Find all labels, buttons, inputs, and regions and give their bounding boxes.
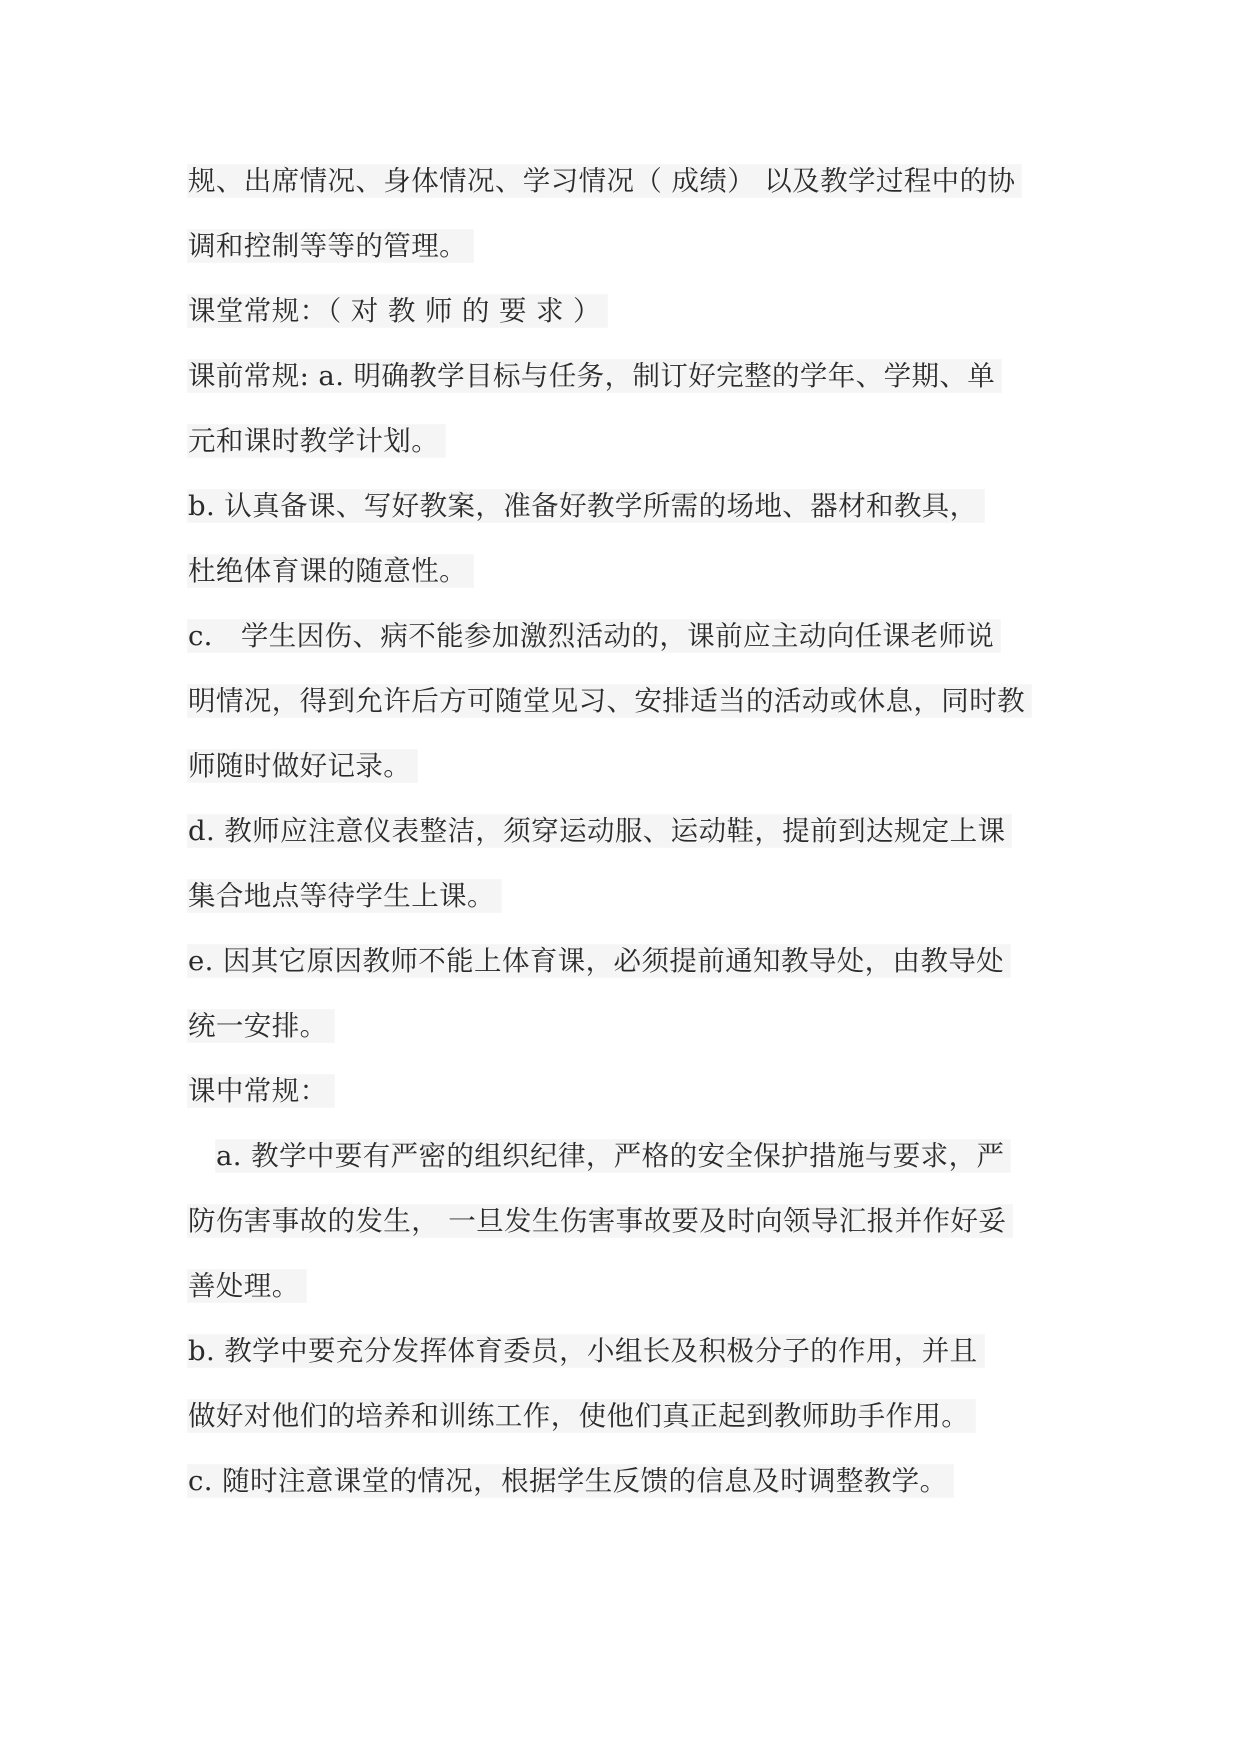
text-line [188,1392,1058,1457]
text-line [188,482,1058,547]
line-text: c. 随时注意课堂的情况，根据学生反馈的信息及时调整教学。 [188,1465,953,1497]
text-line [188,1262,1058,1327]
line-text: 课中常规： [188,1075,334,1107]
line-text: 做好对他们的培养和训练工作，使他们真正起到教师助手作用。 [188,1400,975,1432]
section-heading [188,287,1058,352]
text-line [188,1457,1058,1522]
text-line [188,937,1058,1002]
line-text: e. 因其它原因教师不能上体育课，必须提前通知教导处，由教导处 [188,945,1010,977]
line-text: c． 学生因伤、病不能参加激烈活动的，课前应主动向任课老师说 [188,620,1000,652]
line-text: d. 教师应注意仪表整洁，须穿运动服、运动鞋，提前到达规定上课 [188,815,1011,847]
text-line [188,157,1058,222]
line-text: 课前常规: a. 明确教学目标与任务，制订好完整的学年、学期、单 [188,360,1001,392]
text-line [188,352,1058,417]
line-text: 统一安排。 [188,1010,334,1042]
line-text: b. 认真备课、写好教案，准备好教学所需的场地、器材和教具， [188,490,984,522]
text-line [188,677,1058,742]
text-line [188,1132,1058,1197]
text-line [188,1002,1058,1067]
line-text: 调和控制等等的管理。 [188,230,473,262]
text-line [188,417,1058,482]
line-text: 课堂常规：（ 对 教 师 的 要 求 ） [188,295,607,327]
text-line [188,547,1058,612]
text-line [188,1197,1058,1262]
line-text: 规、出席情况、身体情况、学习情况（ 成绩） 以及教学过程中的协 [188,165,1021,197]
line-text: a. 教学中要有严密的组织纪律，严格的安全保护措施与要求，严 [216,1140,1010,1172]
line-text: 杜绝体育课的随意性。 [188,555,473,587]
text-line [188,222,1058,287]
line-text: 善处理。 [188,1270,306,1302]
text-line [188,1327,1058,1392]
line-text: 防伤害事故的发生， 一旦发生伤害事故要及时向领导汇报并作好妥 [188,1205,1012,1237]
text-line [188,612,1058,677]
line-text: 师随时做好记录。 [188,750,417,782]
text-line [188,742,1058,807]
line-text: b. 教学中要充分发挥体育委员，小组长及积极分子的作用，并且 [188,1335,984,1367]
line-text: 明情况，得到允许后方可随堂见习、安排适当的活动或休息，同时教 [188,685,1031,717]
line-text: 元和课时教学计划。 [188,425,445,457]
document-body [188,157,1058,1522]
section-heading [188,1067,1058,1132]
text-line [188,807,1058,872]
line-text: 集合地点等待学生上课。 [188,880,501,912]
text-line [188,872,1058,937]
